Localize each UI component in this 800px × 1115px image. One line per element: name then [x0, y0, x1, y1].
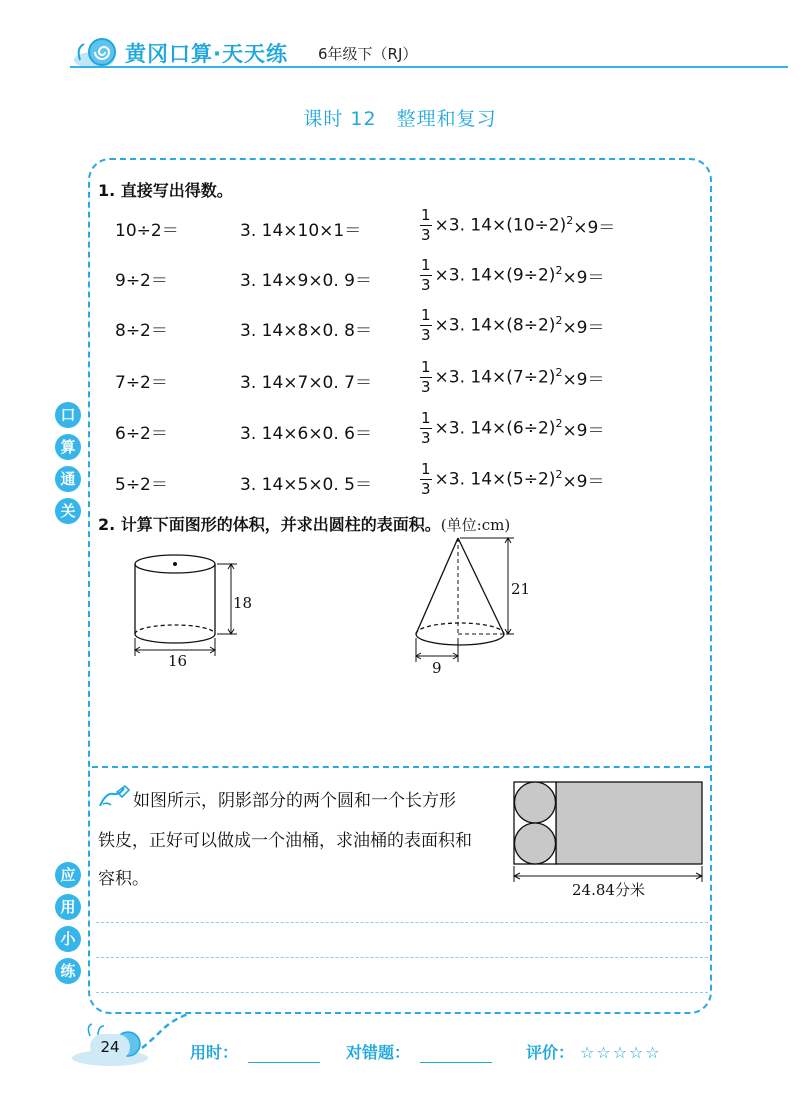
cone-base-back	[416, 623, 504, 634]
expression-tail: ×9＝	[562, 370, 605, 390]
multiplication-problem: 3. 14×5×0. 5＝	[240, 475, 372, 495]
q2-heading: 2. 计算下面图形的体积，并求出圆柱的表面积。	[98, 515, 441, 534]
application-line-1: 如图所示，阴影部分的两个圆和一个长方形	[133, 791, 456, 811]
cylinder-diameter-label: 16	[168, 652, 188, 670]
division-problem: 9÷2＝	[115, 271, 168, 291]
exponent: 2	[555, 263, 563, 277]
expression-body: ×3. 14×(7÷2)	[434, 367, 556, 388]
sheet-diagram	[512, 780, 708, 900]
fraction-denominator: 3	[421, 326, 431, 344]
exponent: 2	[555, 467, 563, 481]
fraction-numerator: 1	[421, 206, 431, 224]
fraction-one-third	[420, 208, 432, 243]
brand-title: 黄冈口算·天天练	[125, 42, 288, 66]
writing-line[interactable]	[96, 922, 708, 923]
multiplication-problem: 3. 14×10×1＝	[240, 221, 362, 241]
exponent: 2	[555, 365, 563, 379]
fraction-denominator: 3	[421, 378, 431, 396]
exponent: 2	[555, 313, 563, 327]
rating-label: 评价：	[526, 1043, 575, 1062]
expression-tail: ×9＝	[562, 268, 605, 288]
application-line-3: 容积。	[98, 869, 149, 889]
snail-logo-icon	[72, 30, 124, 70]
application-line-2: 铁皮，正好可以做成一个油桶，求油桶的表面积和	[98, 831, 472, 851]
header-rule	[70, 66, 788, 68]
exponent: 2	[555, 416, 563, 430]
time-label: 用时：	[190, 1043, 239, 1062]
cone-height-label: 21	[511, 580, 531, 598]
multiplication-problem: 3. 14×9×0. 9＝	[240, 271, 372, 291]
side-label-application	[55, 862, 81, 990]
cylinder-figure	[125, 548, 255, 673]
side-char: 通	[55, 466, 81, 492]
section-divider	[92, 766, 710, 768]
cone-side-right	[458, 538, 504, 634]
expression-tail: ×9＝	[562, 421, 605, 441]
cone-volume-problem	[420, 208, 615, 243]
fraction-numerator: 1	[421, 409, 431, 427]
cone-base-front	[416, 634, 504, 645]
multiplication-problem: 3. 14×8×0. 8＝	[240, 321, 372, 341]
expression-tail: ×9＝	[562, 472, 605, 492]
multiplication-problem: 3. 14×7×0. 7＝	[240, 373, 372, 393]
page-number: 24	[90, 1034, 130, 1060]
side-label-oral	[55, 402, 81, 530]
width-label: 24.84分米	[572, 881, 645, 899]
division-problem: 7÷2＝	[115, 373, 168, 393]
fraction-numerator: 1	[421, 460, 431, 478]
division-problem: 6÷2＝	[115, 424, 168, 444]
cone-volume-problem	[420, 462, 605, 497]
side-char: 口	[55, 402, 81, 428]
expression-body: ×3. 14×(8÷2)	[434, 315, 556, 336]
writing-line[interactable]	[96, 957, 708, 958]
time-blank[interactable]	[248, 1046, 320, 1063]
side-char: 小	[55, 926, 81, 952]
fraction-denominator: 3	[421, 429, 431, 447]
expression-tail: ×9＝	[562, 318, 605, 338]
side-char: 练	[55, 958, 81, 984]
rating-stars[interactable]: ☆☆☆☆☆	[580, 1043, 662, 1062]
expression-body: ×3. 14×(5÷2)	[434, 469, 556, 490]
cone-volume-problem	[420, 308, 605, 343]
fraction-numerator: 1	[421, 306, 431, 324]
errors-label: 对错题：	[346, 1043, 411, 1062]
side-char: 算	[55, 434, 81, 460]
grade-label: 6年级下（RJ）	[318, 45, 418, 63]
fraction-numerator: 1	[421, 256, 431, 274]
fraction-one-third	[420, 308, 432, 343]
side-char: 应	[55, 862, 81, 888]
rating-field	[526, 1040, 662, 1063]
cone-volume-problem	[420, 411, 605, 446]
cone-volume-problem	[420, 360, 605, 395]
cylinder-bottom-back	[135, 625, 215, 634]
cone-volume-problem	[420, 258, 605, 293]
expression-body: ×3. 14×(10÷2)	[434, 215, 567, 236]
fraction-numerator: 1	[421, 358, 431, 376]
pencil-hand-icon	[97, 784, 131, 810]
writing-line[interactable]	[96, 992, 708, 993]
fraction-one-third	[420, 258, 432, 293]
circle-bottom	[515, 823, 556, 864]
lesson-title: 课时 12 整理和复习	[303, 108, 497, 130]
cylinder-center-dot	[173, 562, 177, 566]
division-problem: 10÷2＝	[115, 221, 179, 241]
division-problem: 5÷2＝	[115, 475, 168, 495]
cylinder-bottom-front	[135, 634, 215, 643]
q2-unit: (单位:cm)	[440, 516, 511, 534]
multiplication-problem: 3. 14×6×0. 6＝	[240, 424, 372, 444]
fraction-denominator: 3	[421, 276, 431, 294]
fraction-one-third	[420, 462, 432, 497]
frame-tail-icon	[140, 1010, 190, 1050]
errors-field	[346, 1040, 492, 1063]
fraction-one-third	[420, 411, 432, 446]
side-char: 用	[55, 894, 81, 920]
side-char: 关	[55, 498, 81, 524]
circle-top	[515, 782, 556, 823]
fraction-one-third	[420, 360, 432, 395]
expression-tail: ×9＝	[573, 218, 616, 238]
fraction-denominator: 3	[421, 226, 431, 244]
rectangle-sheet	[556, 782, 702, 864]
cylinder-height-label: 18	[233, 594, 253, 612]
errors-blank[interactable]	[420, 1046, 492, 1063]
time-field	[190, 1040, 320, 1063]
q1-heading: 1. 直接写出得数。	[98, 181, 233, 200]
cone-side-left	[416, 538, 458, 634]
exponent: 2	[566, 213, 574, 227]
division-problem: 8÷2＝	[115, 321, 168, 341]
fraction-denominator: 3	[421, 480, 431, 498]
expression-body: ×3. 14×(9÷2)	[434, 265, 556, 286]
cone-figure	[408, 530, 538, 678]
expression-body: ×3. 14×(6÷2)	[434, 418, 556, 439]
cone-radius-label: 9	[432, 659, 442, 677]
